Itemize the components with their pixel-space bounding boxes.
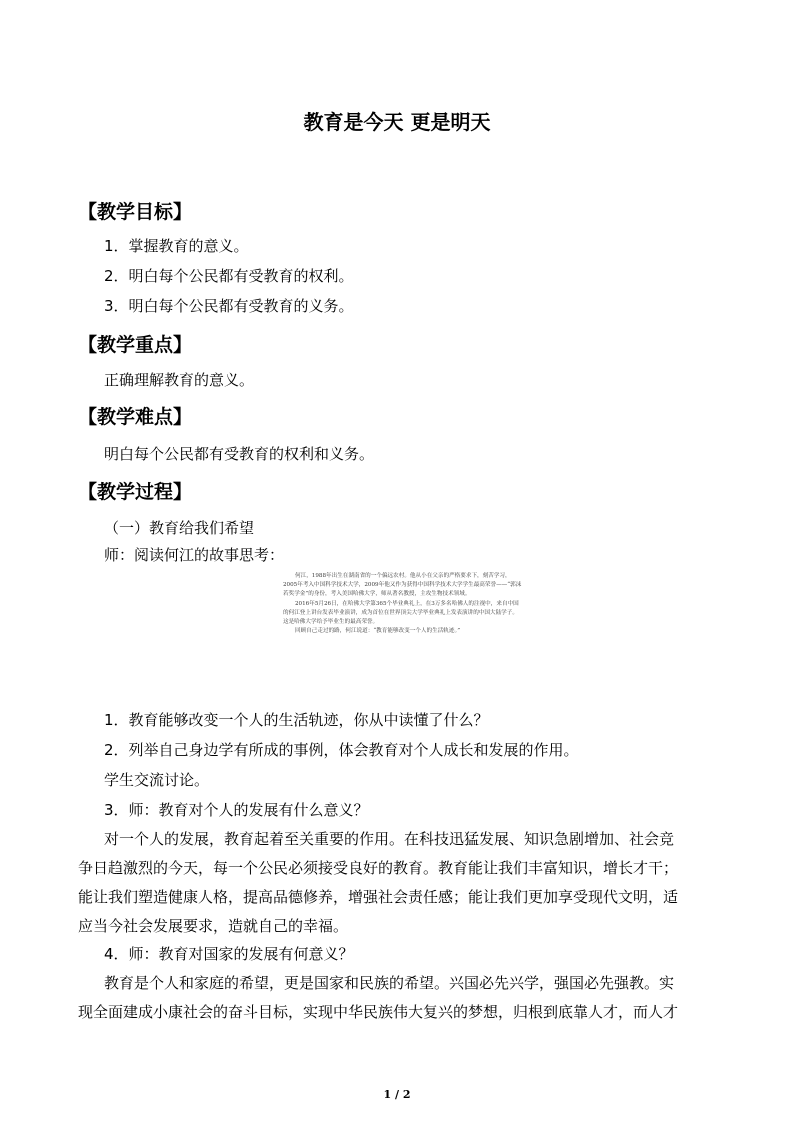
question-3: 3．师：教育对个人的发展有什么意义？ (104, 801, 369, 819)
document-title: 教育是今天 更是明天 (303, 110, 491, 134)
teacher-prompt: 师：阅读何江的故事思考： (104, 546, 285, 564)
subsection-title: （一）教育给我们希望 (104, 519, 255, 537)
answer-4-line: 教育是个人和家庭的希望，更是国家和民族的希望。兴国必先兴学，强国必先强教。实 (104, 974, 675, 992)
section-heading-key: 【教学重点】 (78, 334, 193, 356)
answer-3-line: 能让我们塑造健康人格，提高品德修养，增强社会责任感；能让我们更加享受现代文明，适 (78, 888, 679, 906)
answer-3-line: 应当今社会发展要求，造就自己的幸福。 (78, 917, 349, 935)
excerpt-paragraph: 2016年5月26日，在哈佛大学第365个毕业典礼上，在3万多名哈佛人的注视中，来自中国的何江登上讲台发表毕业演讲，成为首位在世界顶尖大学毕业典礼上发表演讲的中国大陆学子。这是哈佛大学给予毕业生的最高荣誉。 (283, 600, 519, 626)
section-heading-difficulty: 【教学难点】 (78, 406, 193, 428)
question-4: 4．师：教育对国家的发展有何意义？ (104, 945, 354, 963)
discussion-note: 学生交流讨论。 (104, 771, 210, 789)
answer-3-line: 争日趋激烈的今天，每一个公民必须接受良好的教育。教育能让我们丰富知识，增长才干； (78, 859, 679, 877)
question-2: 2．列举自己身边学有所成的事例，体会教育对个人成长和发展的作用。 (104, 741, 579, 759)
goal-item-3: 3．明白每个公民都有受教育的义务。 (104, 297, 354, 315)
page-number: 1 / 2 (383, 1088, 411, 1101)
section-heading-process: 【教学过程】 (78, 481, 193, 503)
key-point-text: 正确理解教育的意义。 (104, 371, 255, 389)
question-1: 1．教育能够改变一个人的生活轨迹，你从中读懂了什么？ (104, 711, 489, 729)
difficulty-text: 明白每个公民都有受教育的权利和义务。 (104, 445, 375, 463)
answer-4-line: 现全面建成小康社会的奋斗目标，实现中华民族伟大复兴的梦想，归根到底靠人才，而人才 (78, 1003, 679, 1021)
story-excerpt-image (283, 572, 523, 692)
goal-item-1: 1．掌握教育的意义。 (104, 237, 249, 255)
excerpt-paragraph: 回顾自己走过的路，何江说道：“教育能够改变一个人的生活轨迹。” (295, 628, 461, 635)
goal-item-2: 2．明白每个公民都有受教育的权利。 (104, 267, 354, 285)
excerpt-paragraph: 何江，1988年出生在湖南省的一个偏远农村。他从小在父亲的严格要求下，刻苦学习，2005年考入中国科学技术大学，2009年他又作为获得中国科学技术大学学生最高荣誉——“郭沫若奖学金”的身份，考入美国哈佛大学，师从著名教授，主攻生物技术领域。 (283, 573, 522, 598)
section-heading-goals: 【教学目标】 (78, 201, 193, 223)
answer-3-line: 对一个人的发展，教育起着至关重要的作用。在科技迅猛发展、知识急剧增加、社会竞 (104, 830, 675, 848)
